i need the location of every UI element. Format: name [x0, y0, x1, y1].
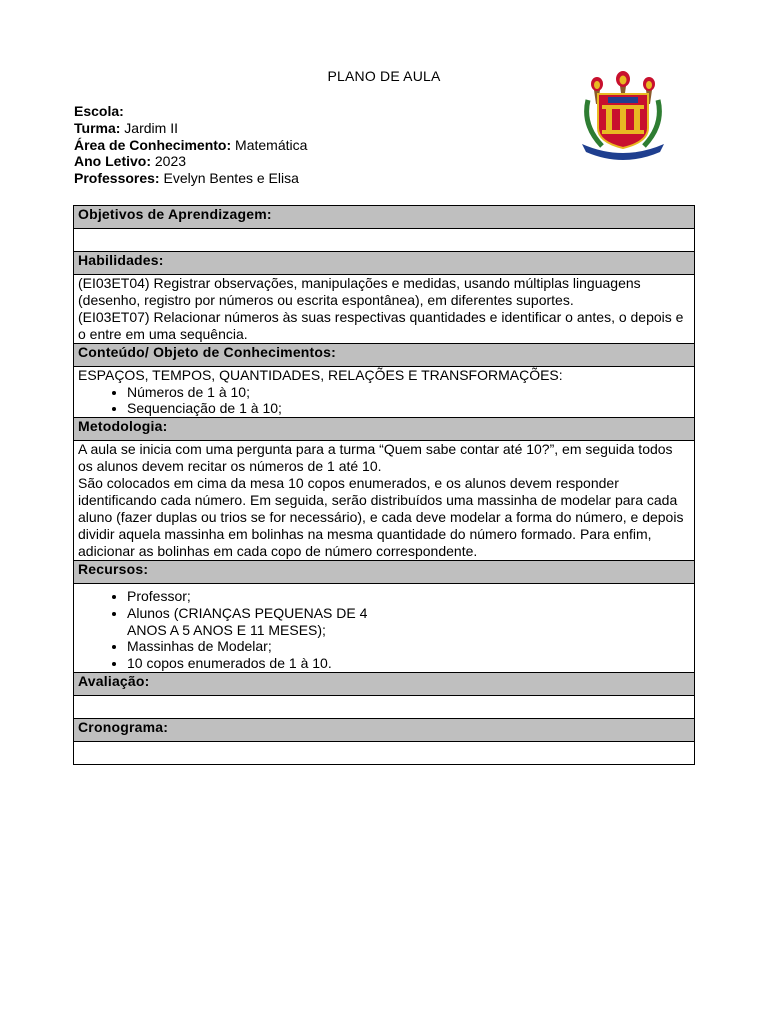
- list-item: • 10 copos enumerados de 1 à 10.: [127, 655, 690, 672]
- lesson-plan-table: [73, 205, 695, 765]
- cronograma-content: [74, 742, 695, 765]
- list-item: • Professor;: [127, 588, 690, 605]
- list-item: • Sequenciação de 1 à 10;: [127, 400, 690, 417]
- habilidade-ei03et04: (EI03ET04) Registrar observações, manipulações e medidas, usando múltiplas linguagens (desenho, registro por números ou escrita espontânea), em diferentes suportes.: [78, 275, 641, 308]
- list-item: • Alunos (CRIANÇAS PEQUENAS DE 4 ANOS A 5 ANOS E 11 MESES);: [127, 605, 397, 639]
- area-line: [74, 137, 307, 154]
- list-item: • Massinhas de Modelar;: [127, 638, 690, 655]
- professores-label: Professores:: [74, 170, 160, 187]
- area-value: Matemática: [231, 136, 308, 153]
- conteudo-heading: Conteúdo/ Objeto de Conhecimentos:: [74, 343, 695, 366]
- cronograma-heading: Cronograma:: [74, 719, 695, 742]
- turma-value: Jardim II: [120, 119, 178, 136]
- ano-label: Ano Letivo:: [74, 153, 151, 170]
- avaliacao-content: [74, 696, 695, 719]
- avaliacao-heading: Avaliação:: [74, 673, 695, 696]
- metodologia-content: [74, 441, 695, 560]
- document-title: PLANO DE AULA: [327, 68, 441, 84]
- objetivos-heading: Objetivos de Aprendizagem:: [74, 206, 695, 229]
- habilidades-content: [74, 275, 695, 344]
- metodologia-paragraph: São colocados em cima da mesa 10 copos enumerados, e os alunos devem responder identificando cada número. Em seguida, serão distribuídos uma massinha de modelar para cada aluno (fazer duplas ou trios se for necessário), e cada deve modelar a forma do número, e depois dividir aquela massinha em bolinhas na mesma quantidade do número formado. Para enfim, adicionar as bolinhas em cada copo de número correspondente.: [78, 475, 684, 559]
- objetivos-content: [74, 229, 695, 252]
- conteudo-content: [74, 366, 695, 418]
- recursos-heading: Recursos:: [74, 560, 695, 583]
- conteudo-intro: ESPAÇOS, TEMPOS, QUANTIDADES, RELAÇÕES E TRANSFORMAÇÕES:: [78, 366, 563, 383]
- metodologia-paragraph: A aula se inicia com uma pergunta para a turma “Quem sabe contar até 10?”, em seguida todos os alunos devem recitar os números de 1 até 10.: [78, 441, 673, 475]
- turma-label: Turma:: [74, 119, 121, 136]
- ano-line: [74, 153, 307, 170]
- ano-value: 2023: [151, 153, 187, 170]
- school-crest-logo: [580, 70, 666, 160]
- conteudo-list: [78, 384, 690, 418]
- area-label: Área de Conhecimento:: [74, 136, 232, 153]
- lesson-header: [74, 103, 307, 187]
- recursos-list: [78, 588, 690, 673]
- professores-value: Evelyn Bentes e Elisa: [159, 170, 299, 187]
- metodologia-heading: Metodologia:: [74, 418, 695, 441]
- recursos-content: [74, 583, 695, 673]
- habilidades-heading: Habilidades:: [74, 252, 695, 275]
- list-item: • Números de 1 à 10;: [127, 384, 690, 401]
- turma-line: [74, 120, 307, 137]
- habilidade-ei03et07: (EI03ET07) Relacionar números às suas respectivas quantidades e identificar o antes, o depois e o entre em uma sequência.: [78, 308, 684, 342]
- escola-label: Escola:: [74, 103, 124, 119]
- escola-line: [74, 103, 307, 120]
- professores-line: [74, 170, 307, 187]
